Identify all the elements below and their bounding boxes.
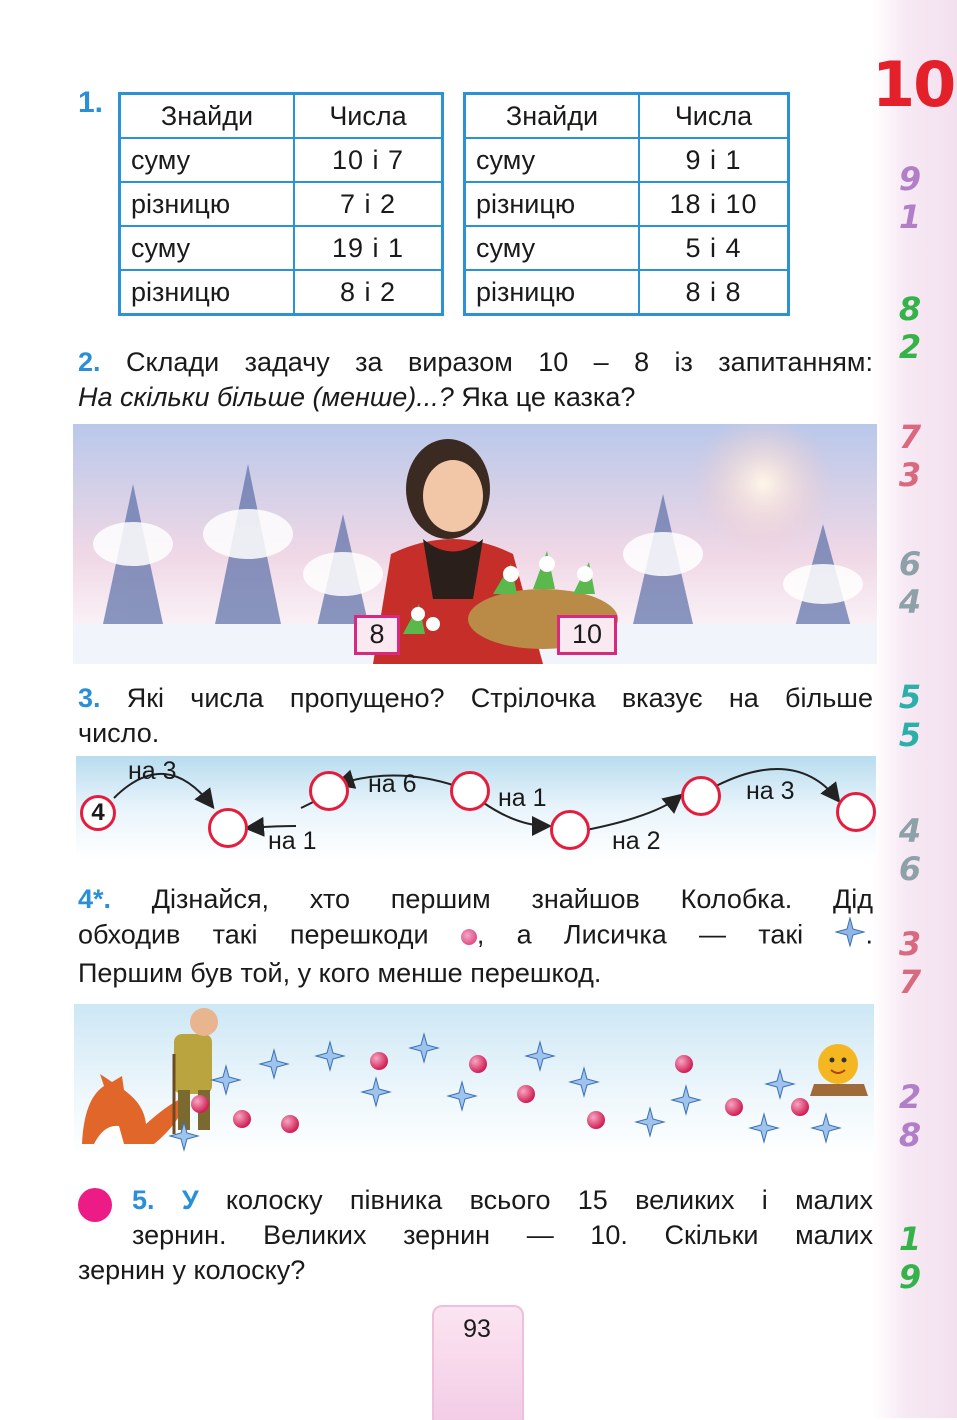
table-cell: 10 і 7 — [294, 138, 443, 182]
chain-empty-circle[interactable] — [681, 776, 721, 816]
task-1-table-right — [463, 92, 790, 316]
task-2-text — [78, 345, 873, 415]
task-4-line-2a: обходив такі перешкоди — [78, 919, 429, 950]
pair-top-digit: 3 — [898, 925, 922, 963]
pair-top-digit: 6 — [898, 545, 922, 583]
table-cell: суму — [465, 138, 640, 182]
task-3-number: 3. — [78, 683, 101, 713]
pair-bottom-digit: 1 — [898, 198, 922, 236]
number-pair — [890, 418, 930, 494]
pair-top-digit: 2 — [898, 1078, 922, 1116]
table-cell: 18 і 10 — [639, 182, 789, 226]
task-4-line-2c: . — [865, 919, 873, 950]
table-cell: суму — [120, 226, 295, 270]
pair-top-digit: 7 — [898, 418, 922, 456]
task-5-first-word: У — [181, 1185, 199, 1215]
task-2-question: На скільки більше (менше)...? — [78, 382, 454, 412]
chain-empty-circle[interactable] — [208, 808, 248, 848]
pair-bottom-digit: 5 — [898, 716, 922, 754]
pair-bottom-digit: 2 — [898, 328, 922, 366]
task-5-line-2: зернин. Великих зернин — 10. Скільки малих — [132, 1220, 873, 1250]
pair-bottom-digit: 9 — [898, 1258, 922, 1296]
task-3-line-1: Які числа пропущено? Стрілочка вказує на більше — [126, 683, 873, 713]
step-label: на 3 — [128, 757, 177, 785]
chain-empty-circle[interactable] — [550, 810, 590, 850]
pair-top-digit: 8 — [898, 290, 922, 328]
task-3-line-2: число. — [78, 718, 160, 748]
pair-top-digit: 5 — [898, 678, 922, 716]
header-numbers: Числа — [294, 94, 443, 139]
task-5-number: 5. — [132, 1185, 155, 1215]
table-cell: різницю — [120, 182, 295, 226]
header-find: Знайди — [120, 94, 295, 139]
winter-fairy-tale-illustration — [73, 424, 877, 664]
task-5-line-3: зернин у колоску? — [78, 1255, 306, 1285]
table-cell: 9 і 1 — [639, 138, 789, 182]
task-2-line-2: Яка це казка? — [453, 382, 636, 412]
pair-top-digit: 1 — [898, 1220, 922, 1258]
table-cell: різницю — [465, 270, 640, 315]
header-find: Знайди — [465, 94, 640, 139]
pair-bottom-digit: 8 — [898, 1116, 922, 1154]
pair-bottom-digit: 7 — [898, 963, 922, 1001]
task-4-line-2b: , а Лисичка — такі — [476, 919, 804, 950]
number-pair — [890, 925, 930, 1001]
pair-bottom-digit: 3 — [898, 456, 922, 494]
table-cell: суму — [465, 226, 640, 270]
number-pair — [890, 290, 930, 366]
number-pair — [890, 678, 930, 754]
pair-top-digit: 4 — [898, 812, 922, 850]
chain-start-circle: 4 — [80, 795, 116, 831]
task-2-line-1: Склади задачу за виразом 10 – 8 із запитанням: — [125, 347, 873, 377]
task-2-number: 2. — [78, 347, 101, 377]
kolobok-race-illustration — [74, 1004, 874, 1156]
number-pair — [890, 160, 930, 236]
task-1-table-left — [118, 92, 444, 316]
task-4-line-3: Першим був той, у кого менше перешкод. — [78, 958, 602, 988]
star-obstacle-icon — [835, 917, 865, 956]
table-cell: 5 і 4 — [639, 226, 789, 270]
chain-empty-circle[interactable] — [450, 771, 490, 811]
step-label: на 3 — [746, 777, 795, 805]
task-4-text — [78, 882, 873, 991]
snowdrops-count-left: 8 — [354, 615, 400, 655]
task-4-number: 4*. — [78, 884, 112, 914]
table-cell: різницю — [465, 182, 640, 226]
number-pair — [890, 1220, 930, 1296]
bead-obstacle-icon — [461, 929, 477, 945]
top-number: 10 — [872, 48, 955, 121]
number-pair — [890, 812, 930, 888]
task-5-line-1: колоску півника всього 15 великих і малих — [225, 1185, 873, 1215]
header-numbers: Числа — [639, 94, 789, 139]
page-number: 93 — [463, 1315, 491, 1343]
task-1-number: 1. — [78, 86, 104, 119]
pair-top-digit: 9 — [898, 160, 922, 198]
pair-bottom-digit: 4 — [898, 583, 922, 621]
snowdrops-count-right: 10 — [557, 615, 617, 655]
table-cell: суму — [120, 138, 295, 182]
step-label: на 6 — [368, 770, 417, 798]
task-3-text — [78, 681, 873, 751]
table-cell: 7 і 2 — [294, 182, 443, 226]
chain-empty-circle[interactable] — [309, 771, 349, 811]
task-4-line-1: Дізнайся, хто першим знайшов Колобка. Дід — [151, 884, 873, 914]
pair-bottom-digit: 6 — [898, 850, 922, 888]
step-label: на 1 — [268, 827, 317, 855]
step-label: на 2 — [612, 827, 661, 855]
number-pair — [890, 545, 930, 621]
step-label: на 1 — [498, 784, 547, 812]
table-cell: 8 і 8 — [639, 270, 789, 315]
table-cell: різницю — [120, 270, 295, 315]
table-cell: 19 і 1 — [294, 226, 443, 270]
task-5-text — [78, 1183, 873, 1288]
table-cell: 8 і 2 — [294, 270, 443, 315]
chain-empty-circle[interactable] — [836, 792, 876, 832]
number-pair — [890, 1078, 930, 1154]
